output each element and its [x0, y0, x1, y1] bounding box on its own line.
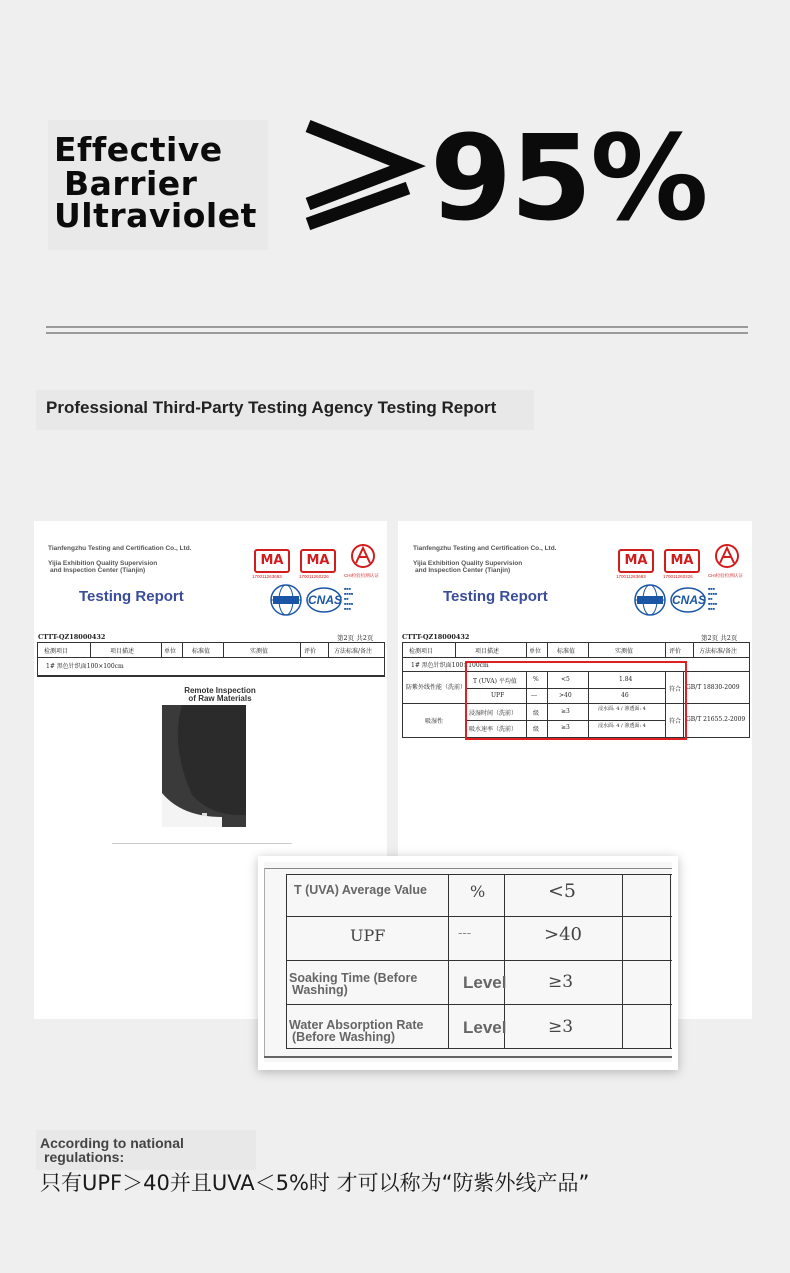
signature-line [112, 843, 292, 844]
row-uva-item: T (UVA) 平均值 [473, 678, 517, 685]
page-info-right: 第2页 共2页 [701, 634, 738, 642]
cma-logo: MA [254, 549, 290, 573]
zoom-soak-label-2: Washing) [292, 983, 348, 997]
section-subtitle: Professional Third-Party Testing Agency Testing Report [46, 398, 497, 417]
zoom-absorb-unit: Level [463, 1018, 507, 1037]
cal-caption-right: CHI检验检测认证 [708, 573, 743, 578]
cma-number-2: 170011260226 [299, 574, 329, 579]
header-measured: 实测值 [250, 648, 269, 655]
method-standard-1: GB/T 18830-2009 [686, 684, 740, 691]
zoom-upf-label: UPF [350, 926, 386, 945]
agency-line-3: and Inspection Center (Tianjin) [50, 567, 146, 574]
header-eval: 评价 [304, 648, 317, 655]
row-upf-val: 46 [621, 692, 629, 699]
header-standard: 标准值 [192, 648, 211, 655]
cal-logo-icon [348, 543, 378, 569]
row-absorb-val: 浸水面: 4 / 渗透面: 4 [598, 723, 646, 729]
header-unit: 单位 [164, 648, 177, 655]
zoom-uva-std: <5 [548, 880, 577, 902]
row-soak-unit: 级 [533, 710, 540, 717]
sample-row-right: 1# 黑色针织面100×100cm [411, 662, 489, 669]
zoom-soak-std: ≥3 [548, 972, 574, 992]
zoom-uva-label: T (UVA) Average Value [294, 883, 427, 897]
zoom-absorb-std: ≥3 [548, 1017, 574, 1037]
hero-line-effective: Effective [54, 130, 223, 169]
page-info: 第2页 共2页 [337, 634, 374, 642]
zoom-upf-unit: --- [458, 926, 472, 941]
hero-line-barrier: Barrier [64, 164, 198, 203]
zoom-uva-unit: % [470, 882, 486, 901]
cma-number: 170011263683 [252, 574, 282, 579]
row-absorb-unit: 级 [533, 726, 540, 733]
header-eval-right: 评价 [669, 648, 682, 655]
regulation-intro-line1: According to national [40, 1135, 184, 1151]
header-unit-right: 单位 [529, 648, 542, 655]
header-desc-right: 项目描述 [475, 648, 500, 655]
row-upf-item: UPF [491, 692, 505, 699]
category-uv: 防紫外线性能（洗前） [406, 684, 467, 691]
ilac-mra-logo-icon-right [634, 584, 666, 616]
zoom-absorb-label-2: (Before Washing) [292, 1030, 396, 1044]
row-uva-std: <5 [561, 676, 570, 683]
row-soak-item: 浸湿时间（洗前） [469, 710, 518, 717]
header-measured-right: 实测值 [615, 648, 634, 655]
cnas-logo: CNAS [308, 593, 343, 607]
cnas-logo-right: CNAS [672, 593, 707, 607]
cma-number-right: 170011263683 [616, 574, 646, 579]
eval-pass-2: 符合 [669, 718, 682, 725]
report-number: CTTT-QZ18000432 [38, 633, 106, 641]
row-upf-unit: --- [531, 692, 538, 699]
header-item-right: 检测项目 [409, 648, 434, 655]
ilac-mra-logo-icon [270, 584, 302, 616]
hero-line-ultraviolet: Ultraviolet [54, 196, 257, 235]
row-absorb-item: 吸水速率（洗前） [469, 726, 518, 733]
agency-line-2-right: Yijia Exhibition Quality Supervision [413, 560, 523, 567]
zoom-upf-std: >40 [544, 924, 582, 945]
regulation-intro [40, 1136, 184, 1164]
fabric-sample-image [162, 705, 246, 827]
eval-pass-1: 符合 [669, 686, 682, 693]
zoom-absorb-label-1: Water Absorption Rate [289, 1018, 424, 1032]
cma-number-2-right: 170011260226 [663, 574, 693, 579]
zoom-soak-label-1: Soaking Time (Before [289, 971, 418, 985]
agency-line-2: Yijia Exhibition Quality Supervision [48, 560, 158, 567]
header-method-right: 方法标准/备注 [699, 648, 738, 655]
greater-equal-icon [296, 112, 426, 242]
cma-logo-2-right: MA [664, 549, 700, 573]
zoomed-table-card [258, 856, 678, 1070]
row-soak-val: 浸水面: 4 / 渗透面: 4 [598, 706, 646, 712]
cal-caption: CHI检验检测认证 [344, 573, 379, 578]
report-number-right: CTTT-QZ18000432 [402, 633, 470, 641]
zoom-soak-unit: Level [463, 973, 507, 992]
photo-caption-1: Remote Inspection [184, 686, 256, 695]
highlight-box [465, 661, 687, 740]
method-standard-2: GB/T 21655.2-2009 [686, 716, 746, 723]
header-standard-right: 标准值 [557, 648, 576, 655]
hero-percentage: 95% [430, 109, 707, 247]
cma-logo-right: MA [618, 549, 654, 573]
row-absorb-std: ≥3 [561, 724, 570, 731]
regulation-intro-line2: regulations: [44, 1149, 125, 1165]
row-uva-unit: % [533, 676, 539, 683]
header-desc: 项目描述 [110, 648, 135, 655]
cma-logo-2: MA [300, 549, 336, 573]
hero-label-block [48, 120, 268, 250]
cnas-small-text-right: ■■■ ■■■■ ■■ ■■■■ ■■■ [708, 587, 718, 611]
row-upf-std: >40 [559, 692, 572, 699]
divider-top [46, 326, 748, 328]
agency-line-3-right: and Inspection Center (Tianjin) [415, 567, 511, 574]
report-table-left [37, 642, 385, 677]
agency-name-right: Tianfengzhu Testing and Certification Co., Ltd. [413, 545, 557, 552]
photo-caption-2: of Raw Materials [188, 694, 252, 703]
report-title-right: Testing Report [443, 588, 548, 605]
category-moisture: 吸湿性 [425, 718, 444, 725]
report-title: Testing Report [79, 588, 184, 605]
sample-row: 1# 黑色针织面100×100cm [46, 663, 124, 670]
agency-name: Tianfengzhu Testing and Certification Co., Ltd. [48, 545, 192, 552]
divider-bottom [46, 332, 748, 334]
cnas-small-text: ■■■ ■■■■ ■■ ■■■■ ■■■ [344, 587, 354, 611]
zoomed-table [264, 862, 672, 1062]
header-method: 方法标准/备注 [334, 648, 373, 655]
row-soak-std: ≥3 [561, 708, 570, 715]
cal-logo-icon-right [712, 543, 742, 569]
header-item: 检测项目 [44, 648, 69, 655]
regulation-statement: 只有UPF＞40并且UVA＜5%时 才可以称为“防紫外线产品” [40, 1171, 590, 1195]
row-uva-val: 1.84 [619, 676, 633, 683]
